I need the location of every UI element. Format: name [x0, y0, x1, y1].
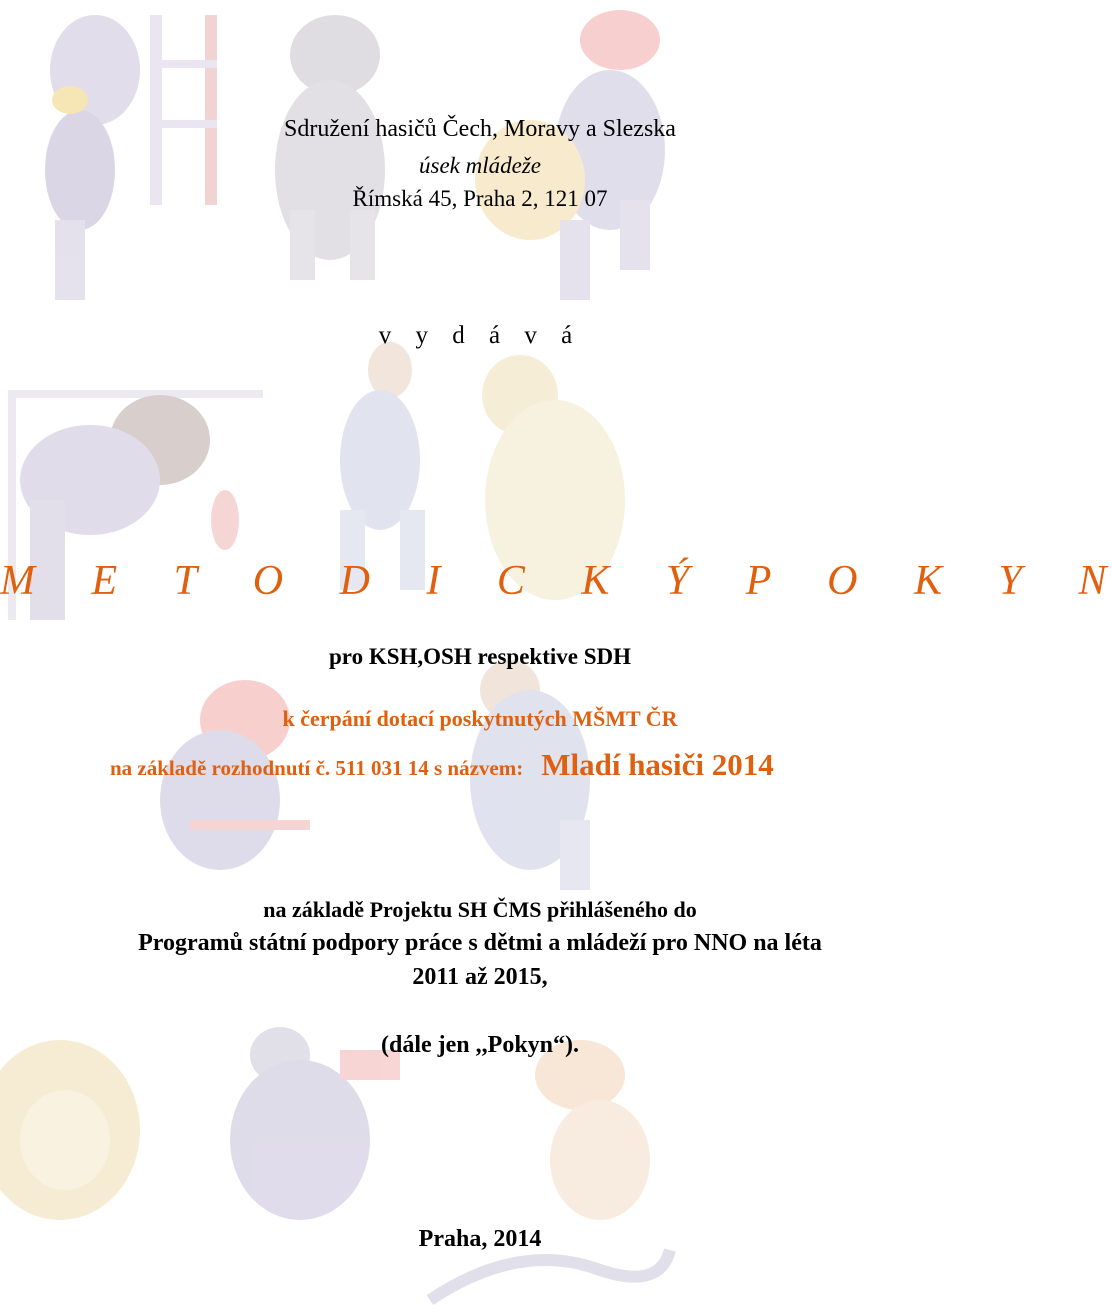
issues-label: v y d á v á: [378, 322, 582, 349]
short-name: (dále jen ,,Pokyn“).: [381, 1032, 579, 1058]
lion-figure: [0, 1040, 140, 1220]
body-line-3: 2011 až 2015,: [412, 964, 548, 990]
organization-name: Sdružení hasičů Čech, Moravy a Slezska: [284, 116, 676, 142]
fox-figure: [535, 1040, 650, 1220]
program-name: Mladí hasiči 2014: [541, 747, 774, 782]
dog-figure: [275, 15, 385, 280]
decision-text: na základě rozhodnutí č. 511 031 14 s názvem:: [110, 756, 524, 780]
decision-line: [110, 747, 774, 783]
running-man-figure: [340, 342, 425, 590]
place-year: Praha, 2014: [418, 1226, 542, 1252]
section-name: úsek mládeže: [419, 153, 541, 178]
audience-line: pro KSH,OSH respektive SDH: [328, 644, 632, 669]
document-title: M E T O D I C K Ý P O K Y N: [0, 558, 1112, 604]
body-line-2: Programů státní podpory práce s dětmi a mládeží pro NNO na léta: [138, 930, 822, 956]
address: Římská 45, Praha 2, 121 07: [352, 186, 608, 211]
body-line-1: na základě Projektu SH ČMS přihlášeného do: [263, 897, 697, 922]
funding-line: k čerpání dotací poskytnutých MŠMT ČR: [282, 706, 678, 731]
snake-figure: [430, 1250, 670, 1300]
